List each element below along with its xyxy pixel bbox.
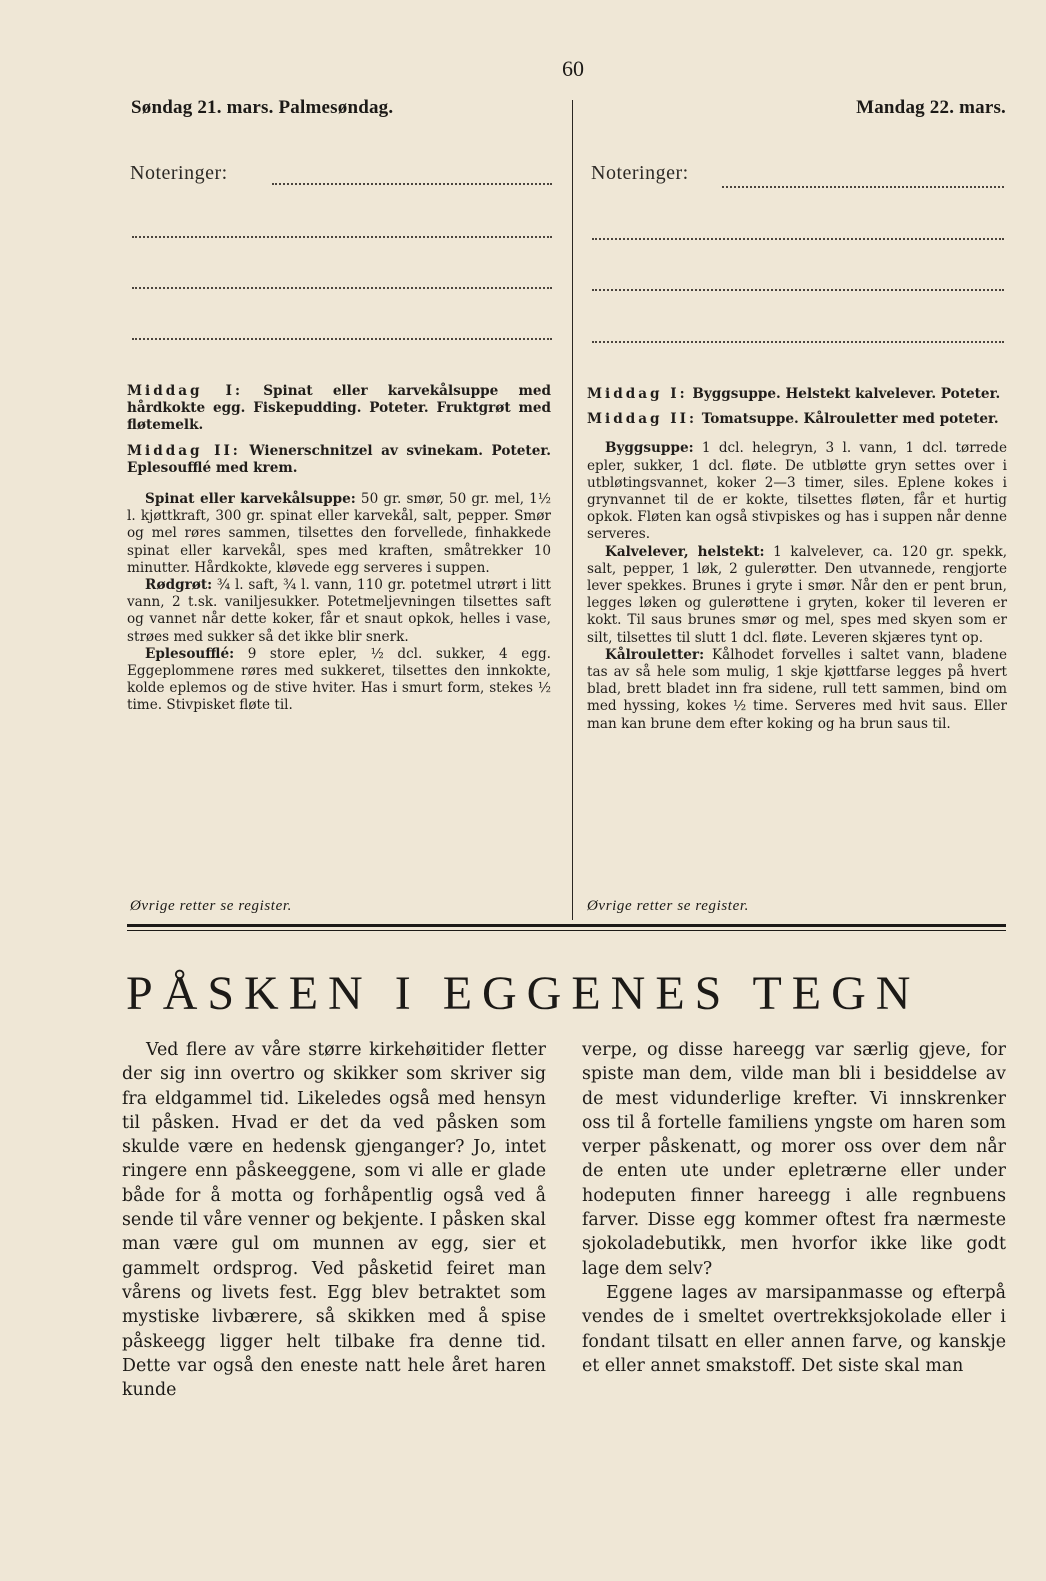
menu-entry <box>127 443 551 477</box>
recipe-text: Kålhodet forvelles i saltet vann, bladene tas av så hele som mulig, 1 skje kjøttfarse legges på hvert blad, brett bladet inn fra sidene, rull tett sammen, bind om med hyssing, kokes ½ time. Serveres med hvit saus. Eller man kan brune dem efter koking og ha brun saus til. <box>587 646 1008 732</box>
recipe-text: 9 store epler, ½ dcl. sukker, 4 egg. Eggeplommene røres med sukkeret, tilsettes den innkokte, kolde eplemos og de stive hviter. Has i smurt form, stekes ½ time. Stivpisket fløte til. <box>127 645 551 714</box>
recipe-paragraph <box>587 647 1007 733</box>
notes-line-left <box>272 183 552 185</box>
recipe-text: 1 dcl. helegryn, 3 l. vann, 1 dcl. tørrede epler, sukker, 1 dcl. fløte. De utbløtte gryn settes over i utbløtingsvannet, koker 2—3 timer, siles. Eplene kokes i grynvannet til de er kokte, tilsettes fløten, får et hurtig opkok. Fløten kan også stivpiskes og has i suppen når denne serveres. <box>587 440 1007 543</box>
date-heading-left: Søndag 21. mars. Palmesøndag. <box>131 97 394 118</box>
article-paragraph: Eggene lages av marsipanmasse og efterpå vendes de i smeltet overtrekksjokolade eller i fondant tilsatt en eller annen farve, og kanskje et eller annet smakstoff. Det siste skal man <box>582 1282 1006 1376</box>
recipe-paragraph <box>127 491 551 577</box>
article-paragraph: Ved flere av våre større kirkehøitider fletter der sig inn overtro og skikker som skriver sig fra eldgammel tid. Likeledes også med hensyn til påsken. Hvad er det da ved påsken som skulde være en hedensk gjenganger? Jo, intet ringere enn påskeeggene, som vi alle er glade både for å motta og forhåpentlig også ved å sende til våre venner og bekjente. I påsken skal man være gul om munnen av egg, sier et gammelt ordsprog. Ved påsketid feiret man vårens og livets fest. Egg blev betraktet som mystiske livbærere, så skikken med å spise påskeegg ligger helt tilbake fra denne tid. Dette var også den eneste natt hele året haren kunde <box>122 1040 546 1401</box>
recipe-paragraph <box>127 646 551 715</box>
recipe-paragraph <box>127 577 551 646</box>
recipe-title: Byggsuppe: <box>605 440 694 457</box>
notes-line-right <box>592 341 1004 343</box>
recipe-text: ¾ l. saft, ¾ l. vann, 110 gr. potetmel utrørt i litt vann, 2 t.sk. vaniljesukker. Potetmeljevningen tilsettes saft og vannet når dette koker, får et snaut opkok, helles i vase, strøes med sukker så det ikke blir snerk. <box>127 577 551 645</box>
notes-label-left: Noteringer: <box>130 162 228 184</box>
section-rule <box>127 924 1006 927</box>
menu-entry <box>587 386 1007 403</box>
recipe-column-right <box>587 386 1007 733</box>
recipe-column-left <box>127 383 551 715</box>
notes-line-right <box>592 238 1004 240</box>
menu-label: Middag II: <box>587 411 698 428</box>
article-column-left <box>122 1038 546 1402</box>
notes-line-left <box>132 236 552 238</box>
menu-text: Byggsuppe. Helstekt kalvelever. Poteter. <box>692 386 1001 402</box>
date-heading-right: Mandag 22. mars. <box>856 97 1006 118</box>
recipe-paragraph <box>587 440 1007 543</box>
menu-label: Middag I: <box>127 383 244 399</box>
recipe-text: 1 kalvelever, ca. 120 gr. spekk, salt, pepper, 1 løk, 2 gulerøtter. Den utvannede, rengjorte lever spekkes. Brunes i gryte i smør. Når den er pent brun, legges løken og gulerøttene i gryten, koker til leveren er kokt. Til saus brunes smør og mel, spes med skyen som er silt, tilsettes til slutt 1 dcl. fløte. Leveren skjæres tynt op. <box>587 543 1008 646</box>
recipe-title: Rødgrøt: <box>145 577 213 594</box>
footer-note-right: Øvrige retter se register. <box>587 898 749 914</box>
notes-label-right: Noteringer: <box>591 162 689 184</box>
notes-line-left <box>132 287 552 289</box>
recipe-title: Kalvelever, helstekt: <box>605 543 765 560</box>
page-number: 60 <box>562 56 584 81</box>
article-paragraph: verpe, og disse hareegg var særlig gjeve, for spiste man dem, vilde man bli i besiddelse av de mest vidunderlige krefter. Vi innskrenker oss til å fortelle familiens yngste om haren som verper påskenatt, og morer oss over dem når de enten ute under epletrærne eller under hodeputen finner hareegg i alle regnbuens farver. Disse egg kommer oftest fra nærmeste sjokoladebutikk, men hvorfor ikke like godt lage dem selv? <box>582 1040 1006 1279</box>
section-rule <box>127 930 1006 931</box>
notes-line-right <box>592 289 1004 291</box>
menu-entry <box>587 411 1007 428</box>
menu-entry <box>127 383 551 435</box>
column-divider <box>572 100 573 920</box>
menu-label: Middag II: <box>127 442 241 459</box>
article-headline: PÅSKEN I EGGENES TEGN <box>126 967 921 1020</box>
notes-line-left <box>132 338 552 340</box>
recipe-title: Spinat eller karvekålsuppe: <box>145 491 356 508</box>
recipe-paragraph <box>587 544 1007 647</box>
recipe-title: Kålrouletter: <box>605 646 705 663</box>
recipe-text: 50 gr. smør, 50 gr. mel, 1½ l. kjøttkraft, 300 gr. spinat eller karvekål, salt, pepper. Smør og mel røres sammen, tilsettes den forvellede, finhakkede spinat eller karvekål, spes med kraften, småtrekker 10 minutter. Hårdkokte, kløvede egg serveres i suppen. <box>127 491 551 576</box>
menu-text: Wienerschnitzel av svinekam. Poteter. Eplesoufflé med krem. <box>127 442 551 476</box>
recipe-title: Eplesoufflé: <box>145 645 235 662</box>
article-column-right <box>582 1038 1006 1378</box>
menu-text: Tomatsuppe. Kålrouletter med poteter. <box>701 411 999 428</box>
menu-text: Spinat eller karvekålsuppe med hårdkokte egg. Fiskepudding. Poteter. Fruktgrøt med fløtemelk. <box>127 383 551 434</box>
notes-line-right <box>722 186 1004 188</box>
footer-note-left: Øvrige retter se register. <box>130 898 292 914</box>
menu-label: Middag I: <box>587 386 688 402</box>
